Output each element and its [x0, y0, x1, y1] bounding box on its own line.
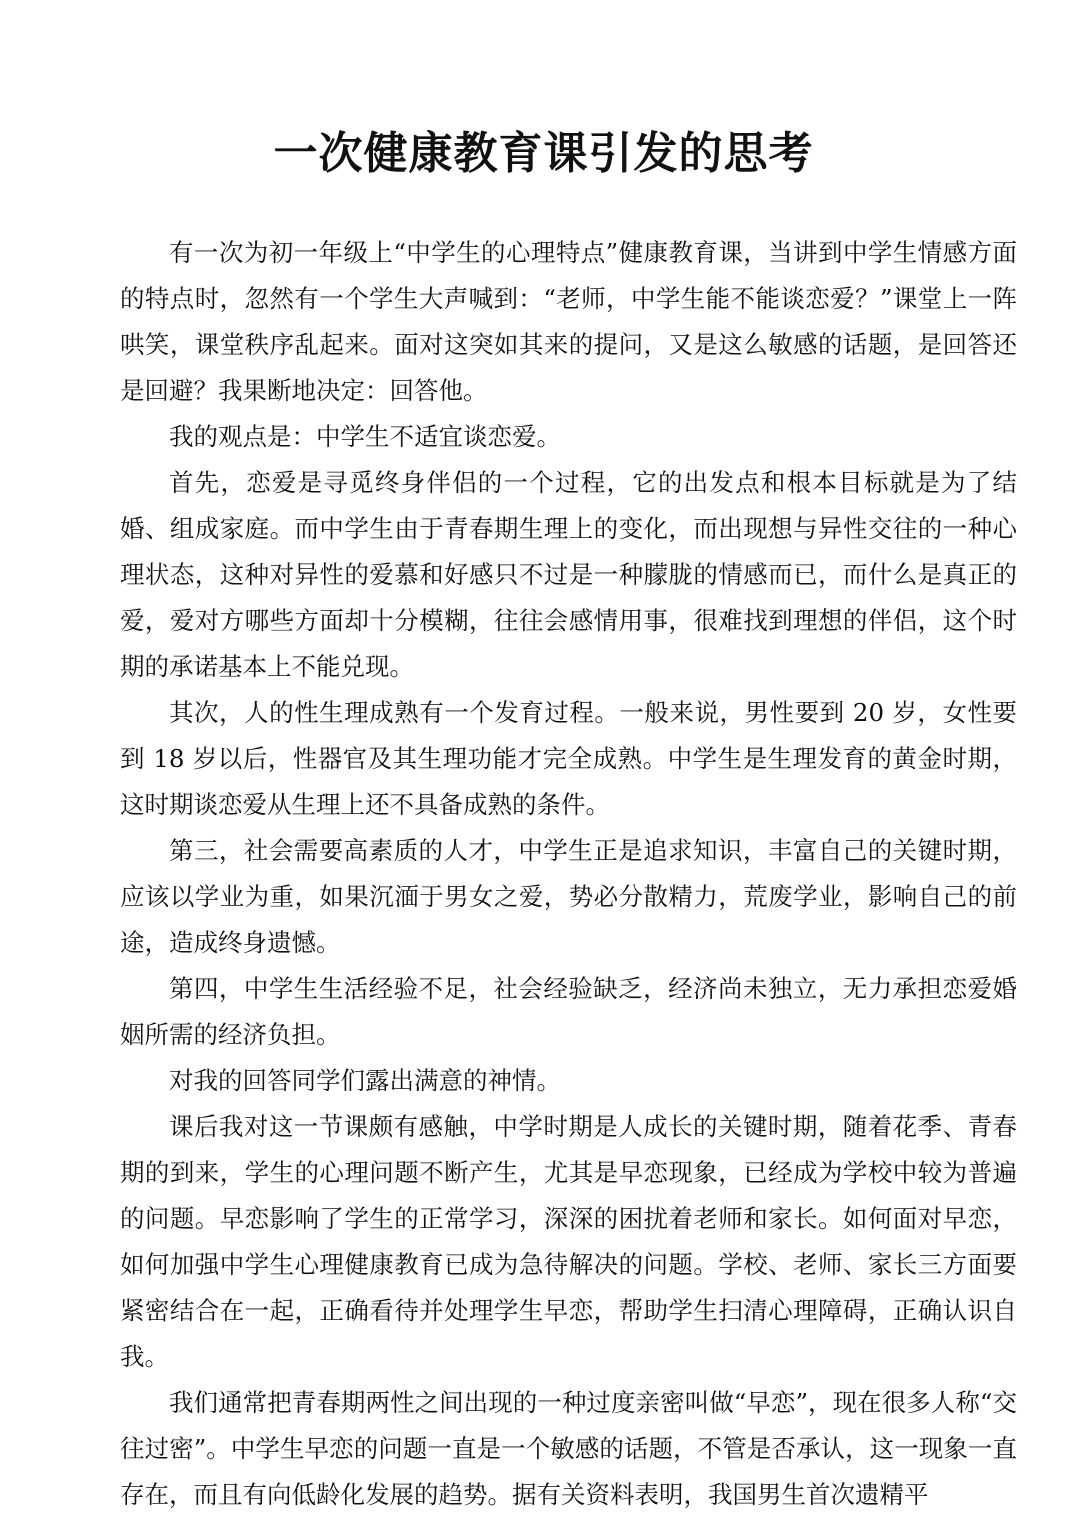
paragraph-8: 课后我对这一节课颇有感触，中学时期是人成长的关键时期，随着花季、青春期的到来，学生的心理问题不断产生，尤其是早恋现象，已经成为学校中较为普遍的问题。早恋影响了学生的正常学习，深深的困扰着老师和家长。如何面对早恋，如何加强中学生心理健康教育已成为急待解决的问题。学校、老师、家长三方面要紧密结合在一起，正确看待并处理学生早恋，帮助学生扫清心理障碍，正确认识自我。 [120, 1112, 1017, 1371]
paragraph-5: 第三，社会需要高素质的人才，中学生正是追求知识，丰富自己的关键时期，应该以学业为重，如果沉湎于男女之爱，势必分散精力，荒废学业，影响自己的前途，造成终身遗憾。 [120, 836, 1017, 957]
paragraph-4: 其次，人的性生理成熟有一个发育过程。一般来说，男性要到 20 岁，女性要到 18 岁以后，性器官及其生理功能才完全成熟。中学生是生理发育的黄金时期，这时期谈恋爱从生理上还不具备成熟的条件。 [120, 698, 1017, 819]
document-title: 一次健康教育课引发的思考 [273, 128, 814, 179]
paragraph-9: 我们通常把青春期两性之间出现的一种过度亲密叫做“早恋”，现在很多人称“交往过密”。中学生早恋的问题一直是一个敏感的话题，不管是否承认，这一现象一直存在，而且有向低龄化发展的趋势。据有关资料表明，我国男生首次遗精平 [120, 1388, 1017, 1509]
paragraph-7: 对我的回答同学们露出满意的神情。 [169, 1066, 561, 1095]
paragraph-2: 我的观点是：中学生不适宜谈恋爱。 [169, 422, 561, 451]
paragraph-1: 有一次为初一年级上“中学生的心理特点”健康教育课，当讲到中学生情感方面的特点时，忽然有一个学生大声喊到：“老师，中学生能不能谈恋爱？”课堂上一阵哄笑，课堂秩序乱起来。面对这突如其来的提问，又是这么敏感的话题，是回答还是回避？我果断地决定：回答他。 [120, 238, 1017, 405]
document-body [120, 230, 1017, 1518]
paragraph-6: 第四，中学生生活经验不足，社会经验缺乏，经济尚未独立，无力承担恋爱婚姻所需的经济负担。 [120, 974, 1017, 1049]
paragraph-3: 首先，恋爱是寻觅终身伴侣的一个过程，它的出发点和根本目标就是为了结婚、组成家庭。而中学生由于青春期生理上的变化，而出现想与异性交往的一种心理状态，这种对异性的爱慕和好感只不过是一种朦胧的情感而已，而什么是真正的爱，爱对方哪些方面却十分模糊，往往会感情用事，很难找到理想的伴侣，这个时期的承诺基本上不能兑现。 [120, 468, 1017, 681]
